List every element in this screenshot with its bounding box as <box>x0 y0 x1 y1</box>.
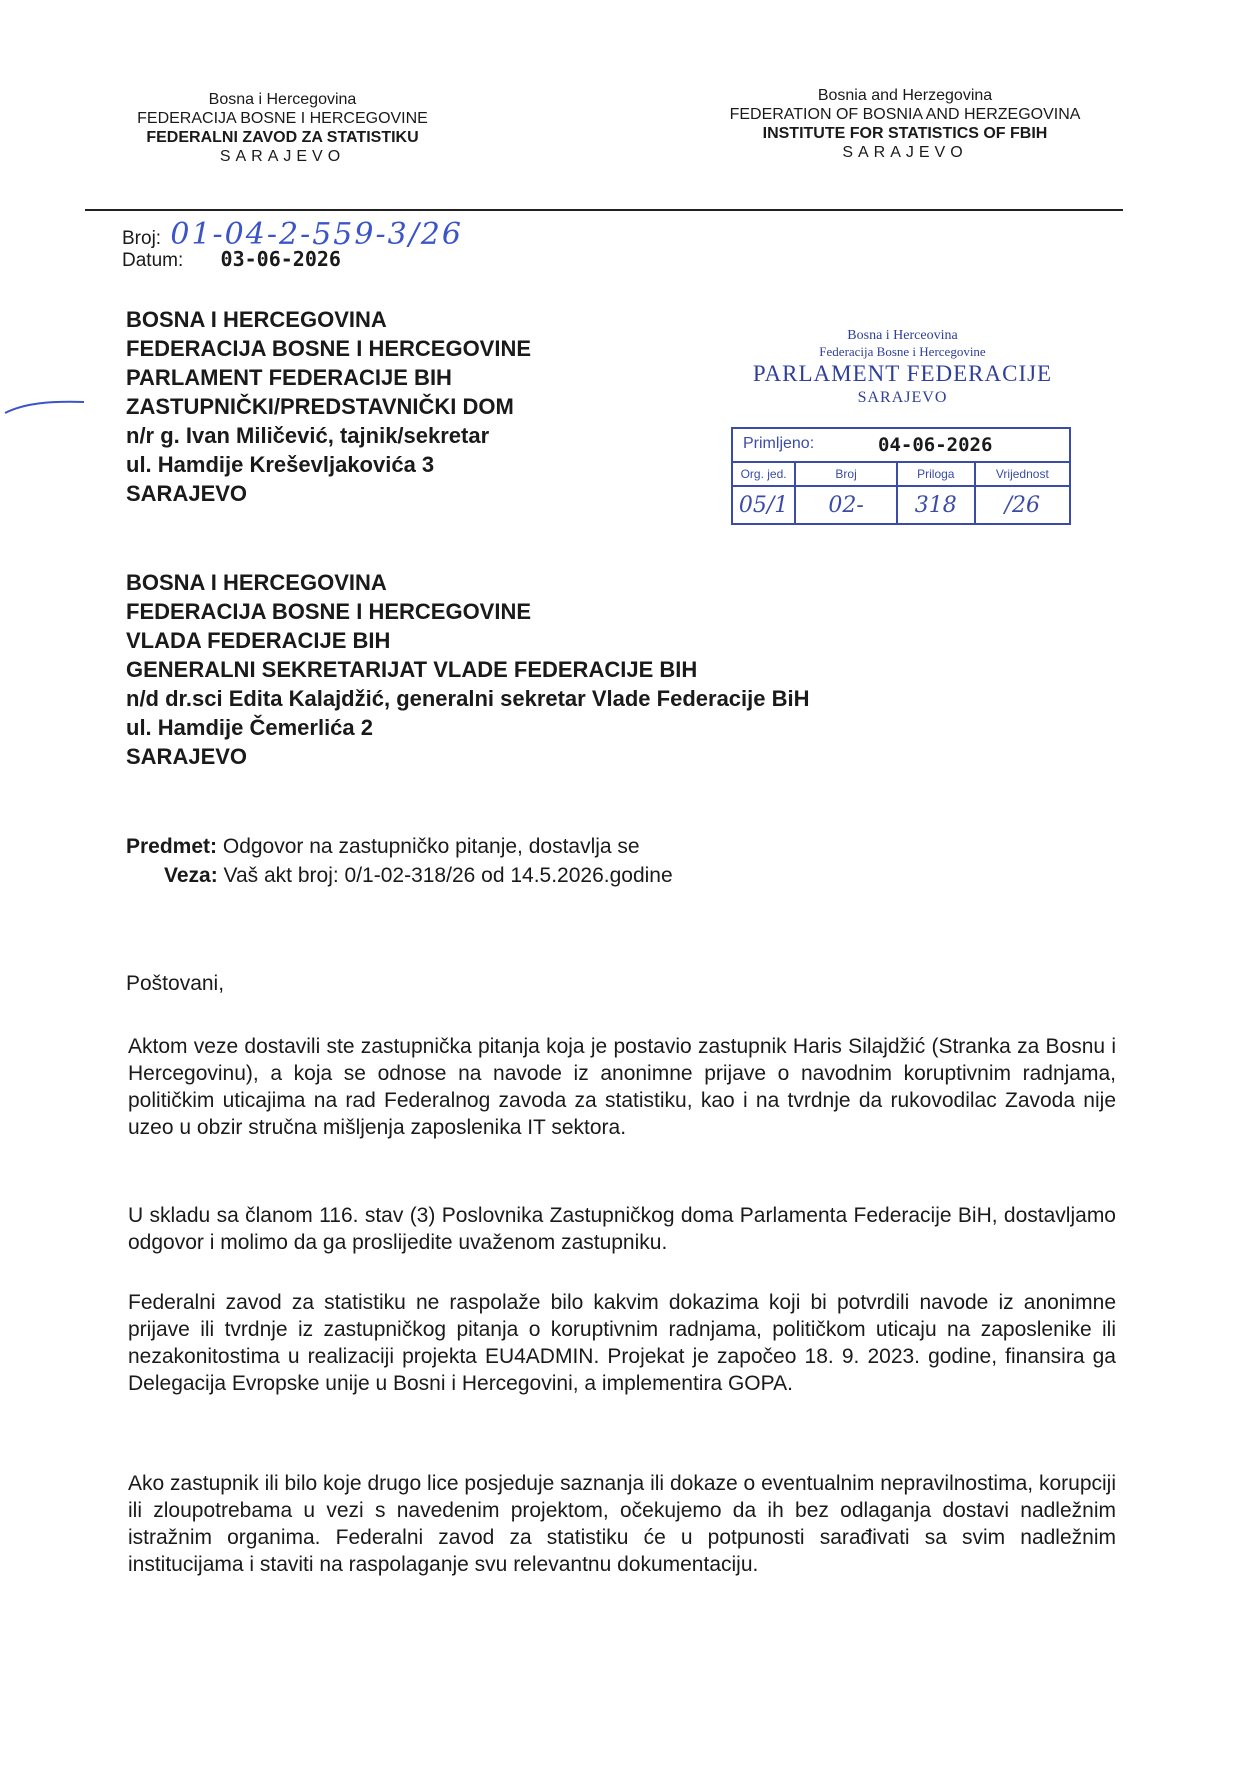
val-broj: 02- <box>795 486 897 524</box>
letterhead-left <box>95 90 470 166</box>
stamp-federation: Federacija Bosne i Hercegovine <box>819 344 986 359</box>
col-priloga-header: Priloga <box>897 462 975 486</box>
predmet-label: Predmet: <box>126 835 218 858</box>
recipient1-line6: ul. Hamdije Kreševljakovića 3 <box>126 452 435 477</box>
letterhead-right-institute: INSTITUTE FOR STATISTICS OF FBIH <box>762 125 1048 142</box>
val-vrijednost: /26 <box>975 486 1070 524</box>
broj-label: Broj: <box>122 228 162 249</box>
letterhead-right-country: Bosnia and Herzegovina <box>817 87 993 104</box>
predmet-text: Odgovor na zastupničko pitanje, dostavlja se <box>217 835 640 858</box>
recipient1-line1: BOSNA I HERCEGOVINA <box>126 307 387 332</box>
recipient2-line1: BOSNA I HERCEGOVINA <box>126 570 387 595</box>
registry-stamp-table <box>731 427 1071 525</box>
recipient2-line5: n/d dr.sci Edita Kalajdžić, generalni sekretar Vlade Federacije BiH <box>126 686 810 711</box>
letterhead-right-city: SARAJEVO <box>842 144 968 161</box>
recipient1-line7: SARAJEVO <box>126 481 248 506</box>
body-paragraph-1: Aktom veze dostavili ste zastupnička pitanja koja je postavio zastupnik Haris Silajdžić (Stranka za Bosnu i Hercegovinu), a koja se odnose na navode iz anonimne prijave o navodnim koruptivnim radnjama, političkim uticajima na rad Federalnog zavoda za statistiku, kao i na tvrdnje da rukovodilac Zavoda nije uzeo u obzir stručna mišljenja zaposlenika IT sektora. <box>128 1035 1116 1139</box>
col-org-header: Org. jed. <box>732 462 795 486</box>
recipient1-line5: n/r g. Ivan Miličević, tajnik/sekretar <box>126 423 490 448</box>
datum-label: Datum: <box>122 250 184 271</box>
header-divider <box>85 209 1123 211</box>
recipient2-line7: SARAJEVO <box>126 744 248 769</box>
salutation: Poštovani, <box>126 972 225 995</box>
parliament-received-stamp <box>730 328 1075 408</box>
recipient-government <box>126 568 810 771</box>
body-paragraph-3: Federalni zavod za statistiku ne raspolaže bilo kakvim dokazima koji bi potvrdili navode iz anonimne prijave ili tvrdnje iz zastupničkog pitanja o koruptivnim radnjama, političkom uticaju na zaposlenike ili nezakonitostima u realizaciji projekta EU4ADMIN. Projekat je započeo 18. 9. 2023. godine, finansira ga Delegacija Evropske unije u Bosni i Hercegovini, a implementira GOPA. <box>128 1291 1116 1395</box>
val-org: 05/1 <box>732 486 795 524</box>
letterhead-left-city: SARAJEVO <box>219 148 346 165</box>
subject-block <box>126 832 673 890</box>
broj-handwritten-value: 01-04-2-559-3/26 <box>170 217 463 252</box>
received-label: Primljeno: <box>743 435 815 452</box>
col-broj-header: Broj <box>795 462 897 486</box>
letterhead-left-country: Bosna i Hercegovina <box>208 91 357 108</box>
body-paragraph-2: U skladu sa članom 116. stav (3) Poslovnika Zastupničkog doma Parlamenta Federacije BiH, dostavljamo odgovor i molimo da ga proslijedite uvaženom zastupniku. <box>128 1204 1116 1254</box>
veza-text: Vaš akt broj: 0/1-02-318/26 od 14.5.2026.godine <box>217 864 673 887</box>
datum-stamped-value: 03-06-2026 <box>220 247 341 271</box>
recipient1-line4: ZASTUPNIČKI/PREDSTAVNIČKI DOM <box>126 394 514 419</box>
body-paragraph-4: Ako zastupnik ili bilo koje drugo lice posjeduje saznanja ili dokaze o eventualnim nepravilnostima, korupciji ili zloupotrebama u vezi s navedenim projektom, očekujemo da ih bez odlaganja dostavi nadležnim istražnim organima. Federalni zavod za statistiku će u potpunosti sarađivati sa svim nadležnim institucijama i staviti na raspolaganje svu relevantnu dokumentaciju. <box>128 1472 1116 1576</box>
recipient2-line3: VLADA FEDERACIJE BIH <box>126 628 391 653</box>
stamp-country: Bosna i Herceovina <box>847 328 958 343</box>
received-date: 04-06-2026 <box>878 434 993 456</box>
margin-pen-stroke <box>0 395 90 425</box>
stamp-title: PARLAMENT FEDERACIJE <box>752 361 1053 386</box>
recipient-parliament <box>126 305 531 508</box>
recipient1-line2: FEDERACIJA BOSNE I HERCEGOVINE <box>126 336 532 361</box>
letterhead-left-federation: FEDERACIJA BOSNE I HERCEGOVINE <box>137 110 428 127</box>
recipient1-line3: PARLAMENT FEDERACIJE BIH <box>126 365 452 390</box>
letterhead-right <box>690 86 1120 162</box>
letterhead-right-federation: FEDERATION OF BOSNIA AND HERZEGOVINA <box>729 106 1081 123</box>
val-priloga: 318 <box>897 486 975 524</box>
recipient2-line6: ul. Hamdije Čemerlića 2 <box>126 715 373 740</box>
recipient2-line4: GENERALNI SEKRETARIJAT VLADE FEDERACIJE BIH <box>126 657 698 682</box>
letterhead-left-institute: FEDERALNI ZAVOD ZA STATISTIKU <box>146 129 419 146</box>
reference-block <box>122 217 463 274</box>
col-vrijednost-header: Vrijednost <box>975 462 1070 486</box>
stamp-city: SARAJEVO <box>857 389 948 406</box>
recipient2-line2: FEDERACIJA BOSNE I HERCEGOVINE <box>126 599 532 624</box>
veza-label: Veza: <box>164 864 218 887</box>
